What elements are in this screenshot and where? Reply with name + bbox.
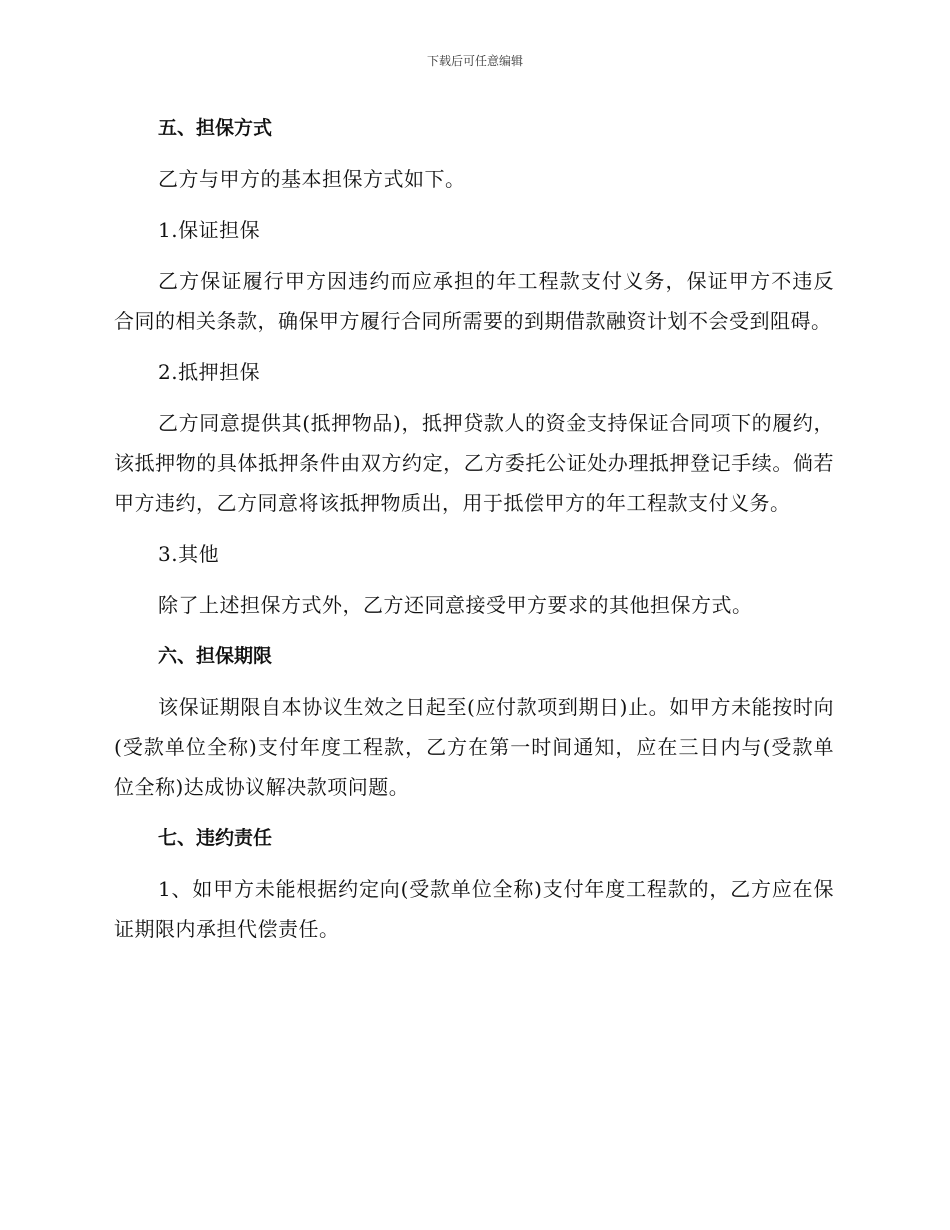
section-6-text: 该保证期限自本协议生效之日起至(应付款项到期日)止。如甲方未能按时向(受款单位全称)支付年度工程款，乙方在第一时间通知，应在三日内与(受款单位全称)达成协议解决款项问题。 — [114, 695, 834, 799]
section-5-item-2-title: 2.抵押担保 — [158, 360, 261, 384]
section-7-heading: 七、违约责任 — [158, 827, 273, 849]
section-5-item-3-text: 除了上述担保方式外，乙方还同意接受甲方要求的其他担保方式。 — [158, 593, 753, 617]
section-5-item-1-text: 乙方保证履行甲方因违约而应承担的年工程款支付义务，保证甲方不违反合同的相关条款，确保甲方履行合同所需要的到期借款融资计划不会受到阻碍。 — [114, 269, 834, 333]
section-5-heading: 五、担保方式 — [158, 117, 273, 139]
section-7-item-1-text: 1、如甲方未能根据约定向(受款单位全称)支付年度工程款的，乙方应在保证期限内承担代偿责任。 — [114, 877, 834, 941]
section-6-heading: 六、担保期限 — [158, 645, 273, 667]
document-body — [114, 108, 834, 960]
page-header-note: 下载后可任意编辑 — [426, 54, 523, 68]
section-5-item-3-title: 3.其他 — [158, 542, 220, 566]
section-5-item-2-text: 乙方同意提供其(抵押物品)，抵押贷款人的资金支持保证合同项下的履约，该抵押物的具体抵押条件由双方约定，乙方委托公证处办理抵押登记手续。倘若甲方违约，乙方同意将该抵押物质出，用于抵偿甲方的年工程款支付义务。 — [114, 411, 834, 515]
section-5-item-1-title: 1.保证担保 — [158, 218, 261, 242]
section-5-intro: 乙方与甲方的基本担保方式如下。 — [158, 167, 466, 191]
